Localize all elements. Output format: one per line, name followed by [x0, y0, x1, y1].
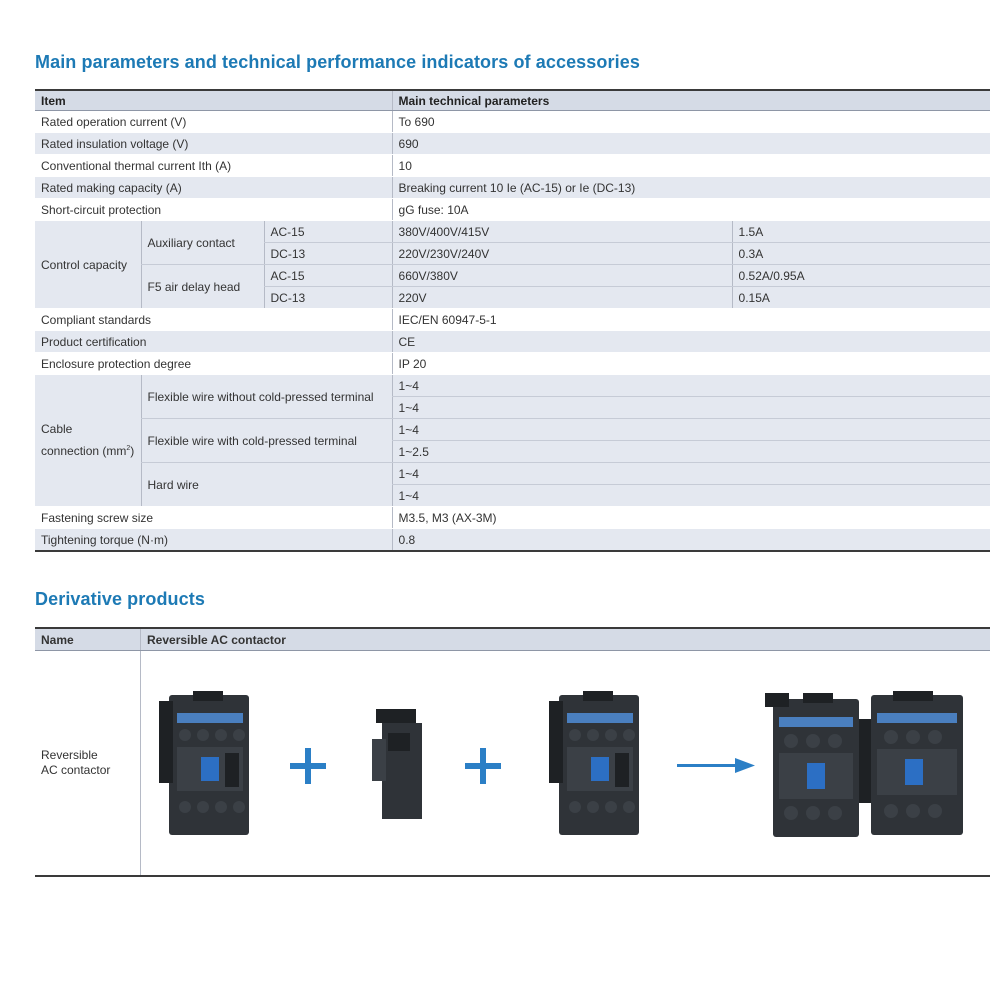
category-cell: DC-13: [264, 287, 392, 309]
spec-table: [35, 89, 990, 552]
interlock-module-image: [368, 709, 426, 819]
row-value: gG fuse: 10A: [392, 199, 990, 221]
row-value: IEC/EN 60947-5-1: [392, 309, 990, 331]
spec-table-header: [35, 90, 990, 111]
cable-value: 1~4: [392, 397, 990, 419]
plus-icon: [465, 748, 501, 784]
row-value: To 690: [392, 111, 990, 133]
control-capacity-label: Control capacity: [35, 221, 141, 309]
flexible-with-label: Flexible wire with cold-pressed terminal: [141, 419, 392, 463]
cable-value: 1~2.5: [392, 441, 990, 463]
row-label: Enclosure protection degree: [35, 353, 392, 375]
table-row: [35, 507, 990, 529]
cable-label-line1: Cable: [41, 422, 73, 436]
table-row: [35, 375, 990, 397]
derivative-section-title: Derivative products: [35, 589, 205, 609]
derivative-row-label: [41, 748, 136, 778]
voltage-cell: 380V/400V/415V: [392, 221, 732, 243]
derivative-label-line1: Reversible: [41, 748, 98, 762]
table-row: [35, 265, 990, 287]
header-product: Reversible AC contactor: [147, 633, 286, 647]
derivative-label-line2: AC contactor: [41, 763, 111, 777]
header-params: Main technical parameters: [392, 90, 990, 111]
table-row: [35, 133, 990, 155]
row-label: Compliant standards: [35, 309, 392, 331]
flexible-without-label: Flexible wire without cold-pressed terminal: [141, 375, 392, 419]
current-cell: 0.52A/0.95A: [732, 265, 990, 287]
table-row: [35, 177, 990, 199]
arrow-right-icon: [677, 756, 755, 776]
row-value: M3.5, M3 (AX-3M): [392, 507, 990, 529]
contactor-image: [155, 691, 265, 841]
row-value: 0.8: [392, 529, 990, 552]
table-row: [35, 199, 990, 221]
row-label: Tightening torque (N·m): [35, 529, 392, 552]
row-value: CE: [392, 331, 990, 353]
cable-value: 1~4: [392, 419, 990, 441]
row-label: Fastening screw size: [35, 507, 392, 529]
auxiliary-contact-label: Auxiliary contact: [141, 221, 264, 265]
row-value: 690: [392, 133, 990, 155]
voltage-cell: 660V/380V: [392, 265, 732, 287]
table-row: [35, 111, 990, 133]
contactor-image: [545, 691, 655, 841]
table-row: [35, 419, 990, 441]
table-row: [35, 331, 990, 353]
air-delay-head-label: F5 air delay head: [141, 265, 264, 309]
cable-value: 1~4: [392, 463, 990, 485]
row-label: Short-circuit protection: [35, 199, 392, 221]
derivative-table-row: [35, 651, 990, 877]
cable-value: 1~4: [392, 485, 990, 507]
table-row: [35, 529, 990, 552]
row-label: Conventional thermal current Ith (A): [35, 155, 392, 177]
reversible-contactor-image: [763, 691, 973, 841]
table-row: [35, 463, 990, 485]
voltage-cell: 220V/230V/240V: [392, 243, 732, 265]
table-row: [35, 155, 990, 177]
hard-wire-label: Hard wire: [141, 463, 392, 507]
current-cell: 1.5A: [732, 221, 990, 243]
row-label: Product certification: [35, 331, 392, 353]
header-name: Name: [41, 633, 74, 647]
cable-label-sup: 2: [126, 445, 131, 452]
table-row: [35, 353, 990, 375]
derivative-table: [35, 627, 990, 879]
cable-label-line2: connection (mm: [41, 444, 127, 458]
cable-value: 1~4: [392, 375, 990, 397]
cable-label-close: ): [130, 444, 135, 458]
row-value: IP 20: [392, 353, 990, 375]
category-cell: AC-15: [264, 221, 392, 243]
current-cell: 0.15A: [732, 287, 990, 309]
cable-connection-label: [35, 375, 141, 507]
category-cell: DC-13: [264, 243, 392, 265]
row-label: Rated making capacity (A): [35, 177, 392, 199]
category-cell: AC-15: [264, 265, 392, 287]
row-label: Rated operation current (V): [35, 111, 392, 133]
main-section-title: Main parameters and technical performance indicators of accessories: [35, 52, 640, 72]
current-cell: 0.3A: [732, 243, 990, 265]
derivative-table-header: [35, 627, 990, 651]
row-value: 10: [392, 155, 990, 177]
voltage-cell: 220V: [392, 287, 732, 309]
header-item: Item: [35, 90, 392, 111]
plus-icon: [290, 748, 326, 784]
row-value: Breaking current 10 Ie (AC-15) or Ie (DC-13): [392, 177, 990, 199]
table-row: [35, 309, 990, 331]
row-label: Rated insulation voltage (V): [35, 133, 392, 155]
table-row: [35, 221, 990, 243]
